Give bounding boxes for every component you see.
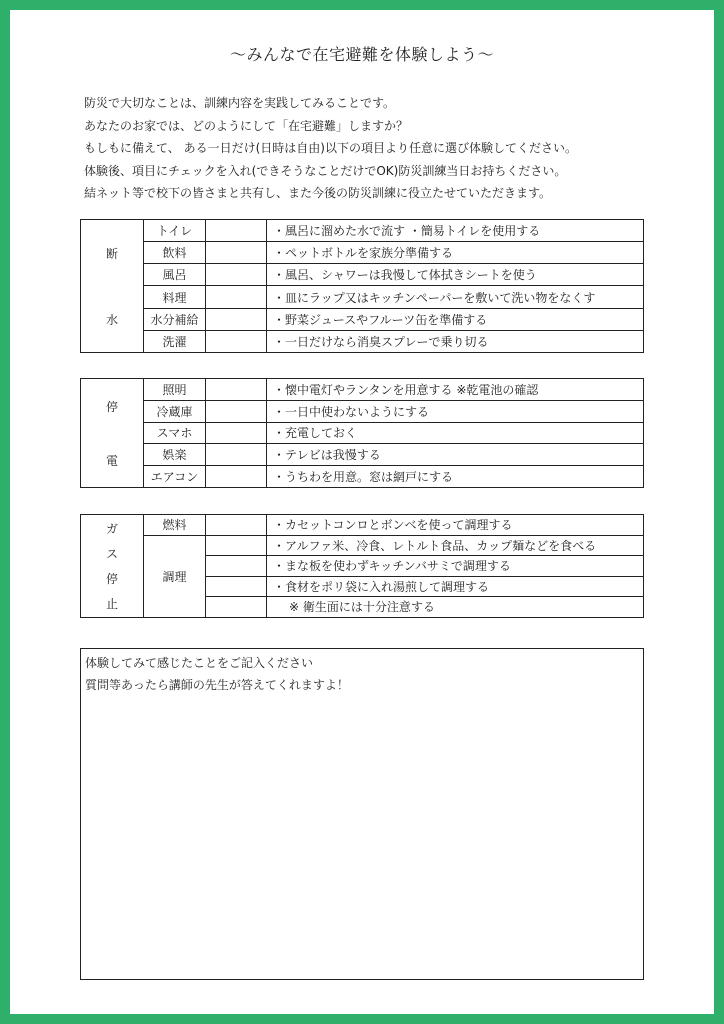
water-outage-table [80,219,644,353]
table-row [81,286,644,308]
desc-cell: ・アルファ米、冷食、レトルト食品、カップ麺などを食べる [267,535,644,556]
category-char: 電 [105,453,118,468]
category-char: 水 [105,312,118,327]
check-box[interactable] [206,264,267,286]
item-cell: 冷蔵庫 [144,400,206,422]
notes-box[interactable] [80,648,644,980]
intro-line: 結ネット等で校下の皆さまと共有し、また今後の防災訓練に役立たせていただきます。 [84,186,552,200]
desc-cell: ・風呂、シャワーは我慢して体拭きシートを使う [267,264,644,286]
item-cell: エアコン [144,466,206,488]
page-title: 〜みんなで在宅避難を体験しよう〜 [229,45,494,64]
power-outage-table [80,378,644,488]
check-box[interactable] [206,576,267,597]
intro-line: もしもに備えて、 ある一日だけ(日時は自由)以下の項目より任意に選び体験してください。 [84,141,577,155]
table-row [81,379,644,401]
category-char: 停 [105,399,118,414]
category-char: 停 [105,571,118,586]
desc-cell: ・まな板を使わずキッチンバサミで調理する [267,556,644,577]
desc-cell: ・充電しておく [267,422,644,444]
item-cell: トイレ [144,220,206,242]
category-cell [81,515,144,618]
check-box[interactable] [206,597,267,618]
table-row [81,444,644,466]
desc-cell: ・懐中電灯やランタンを用意する ※乾電池の確認 [267,379,644,401]
check-box[interactable] [206,400,267,422]
item-cell: 燃料 [144,515,206,536]
check-box[interactable] [206,379,267,401]
check-box[interactable] [206,330,267,352]
item-cell: 飲料 [144,242,206,264]
notes-prompt: 質問等あったら講師の先生が答えてくれますよ！ [85,678,349,692]
check-box[interactable] [206,286,267,308]
desc-cell: ・食材をポリ袋に入れ湯煎して調理する [267,576,644,597]
desc-cell: ・うちわを用意。窓は網戸にする [267,466,644,488]
desc-cell: ※ 衛生面には十分注意する [267,597,644,618]
table-row [81,308,644,330]
item-cell: 料理 [144,286,206,308]
category-char: ガ [105,521,118,536]
check-box[interactable] [206,556,267,577]
table-row [81,466,644,488]
item-cell: 風呂 [144,264,206,286]
desc-cell: ・皿にラップ又はキッチンペーパーを敷いて洗い物をなくす [267,286,644,308]
category-char: 止 [105,596,118,611]
desc-cell: ・カセットコンロとボンベを使って調理する [267,515,644,536]
desc-cell: ・風呂に溜めた水で流す ・簡易トイレを使用する [267,220,644,242]
table-row [81,535,644,556]
intro-text [84,92,684,205]
item-cell: スマホ [144,422,206,444]
check-box[interactable] [206,515,267,536]
item-cell: 水分補給 [144,308,206,330]
table-row [81,264,644,286]
intro-line: 防災で大切なことは、訓練内容を実践してみることです。 [84,96,396,110]
gas-outage-table [80,514,644,618]
item-cell: 調理 [144,535,206,617]
table-row [81,422,644,444]
check-box[interactable] [206,220,267,242]
desc-cell: ・一日だけなら消臭スプレーで乗り切る [267,330,644,352]
check-box[interactable] [206,308,267,330]
item-cell: 洗濯 [144,330,206,352]
table-row [81,330,644,352]
desc-cell: ・テレビは我慢する [267,444,644,466]
table-row [81,400,644,422]
table-row [81,220,644,242]
intro-line: 体験後、項目にチェックを入れ(できそうなことだけでOK)防災訓練当日お持ちください。 [84,163,567,178]
desc-cell: ・一日中使わないようにする [267,400,644,422]
category-cell [81,379,144,488]
notes-prompt: 体験してみて感じたことをご記入ください [85,656,314,670]
intro-line: あなたのお家では、どのようにして「在宅避難」しますか？ [84,118,409,133]
table-row [81,515,644,536]
category-cell [81,220,144,353]
table-row [81,242,644,264]
category-char: 断 [105,246,118,261]
check-box[interactable] [206,535,267,556]
item-cell: 娯楽 [144,444,206,466]
check-box[interactable] [206,242,267,264]
check-box[interactable] [206,466,267,488]
check-box[interactable] [206,422,267,444]
check-box[interactable] [206,444,267,466]
desc-cell: ・野菜ジュースやフルーツ缶を準備する [267,308,644,330]
item-cell: 照明 [144,379,206,401]
category-char: ス [105,546,118,561]
desc-cell: ・ペットボトルを家族分準備する [267,242,644,264]
